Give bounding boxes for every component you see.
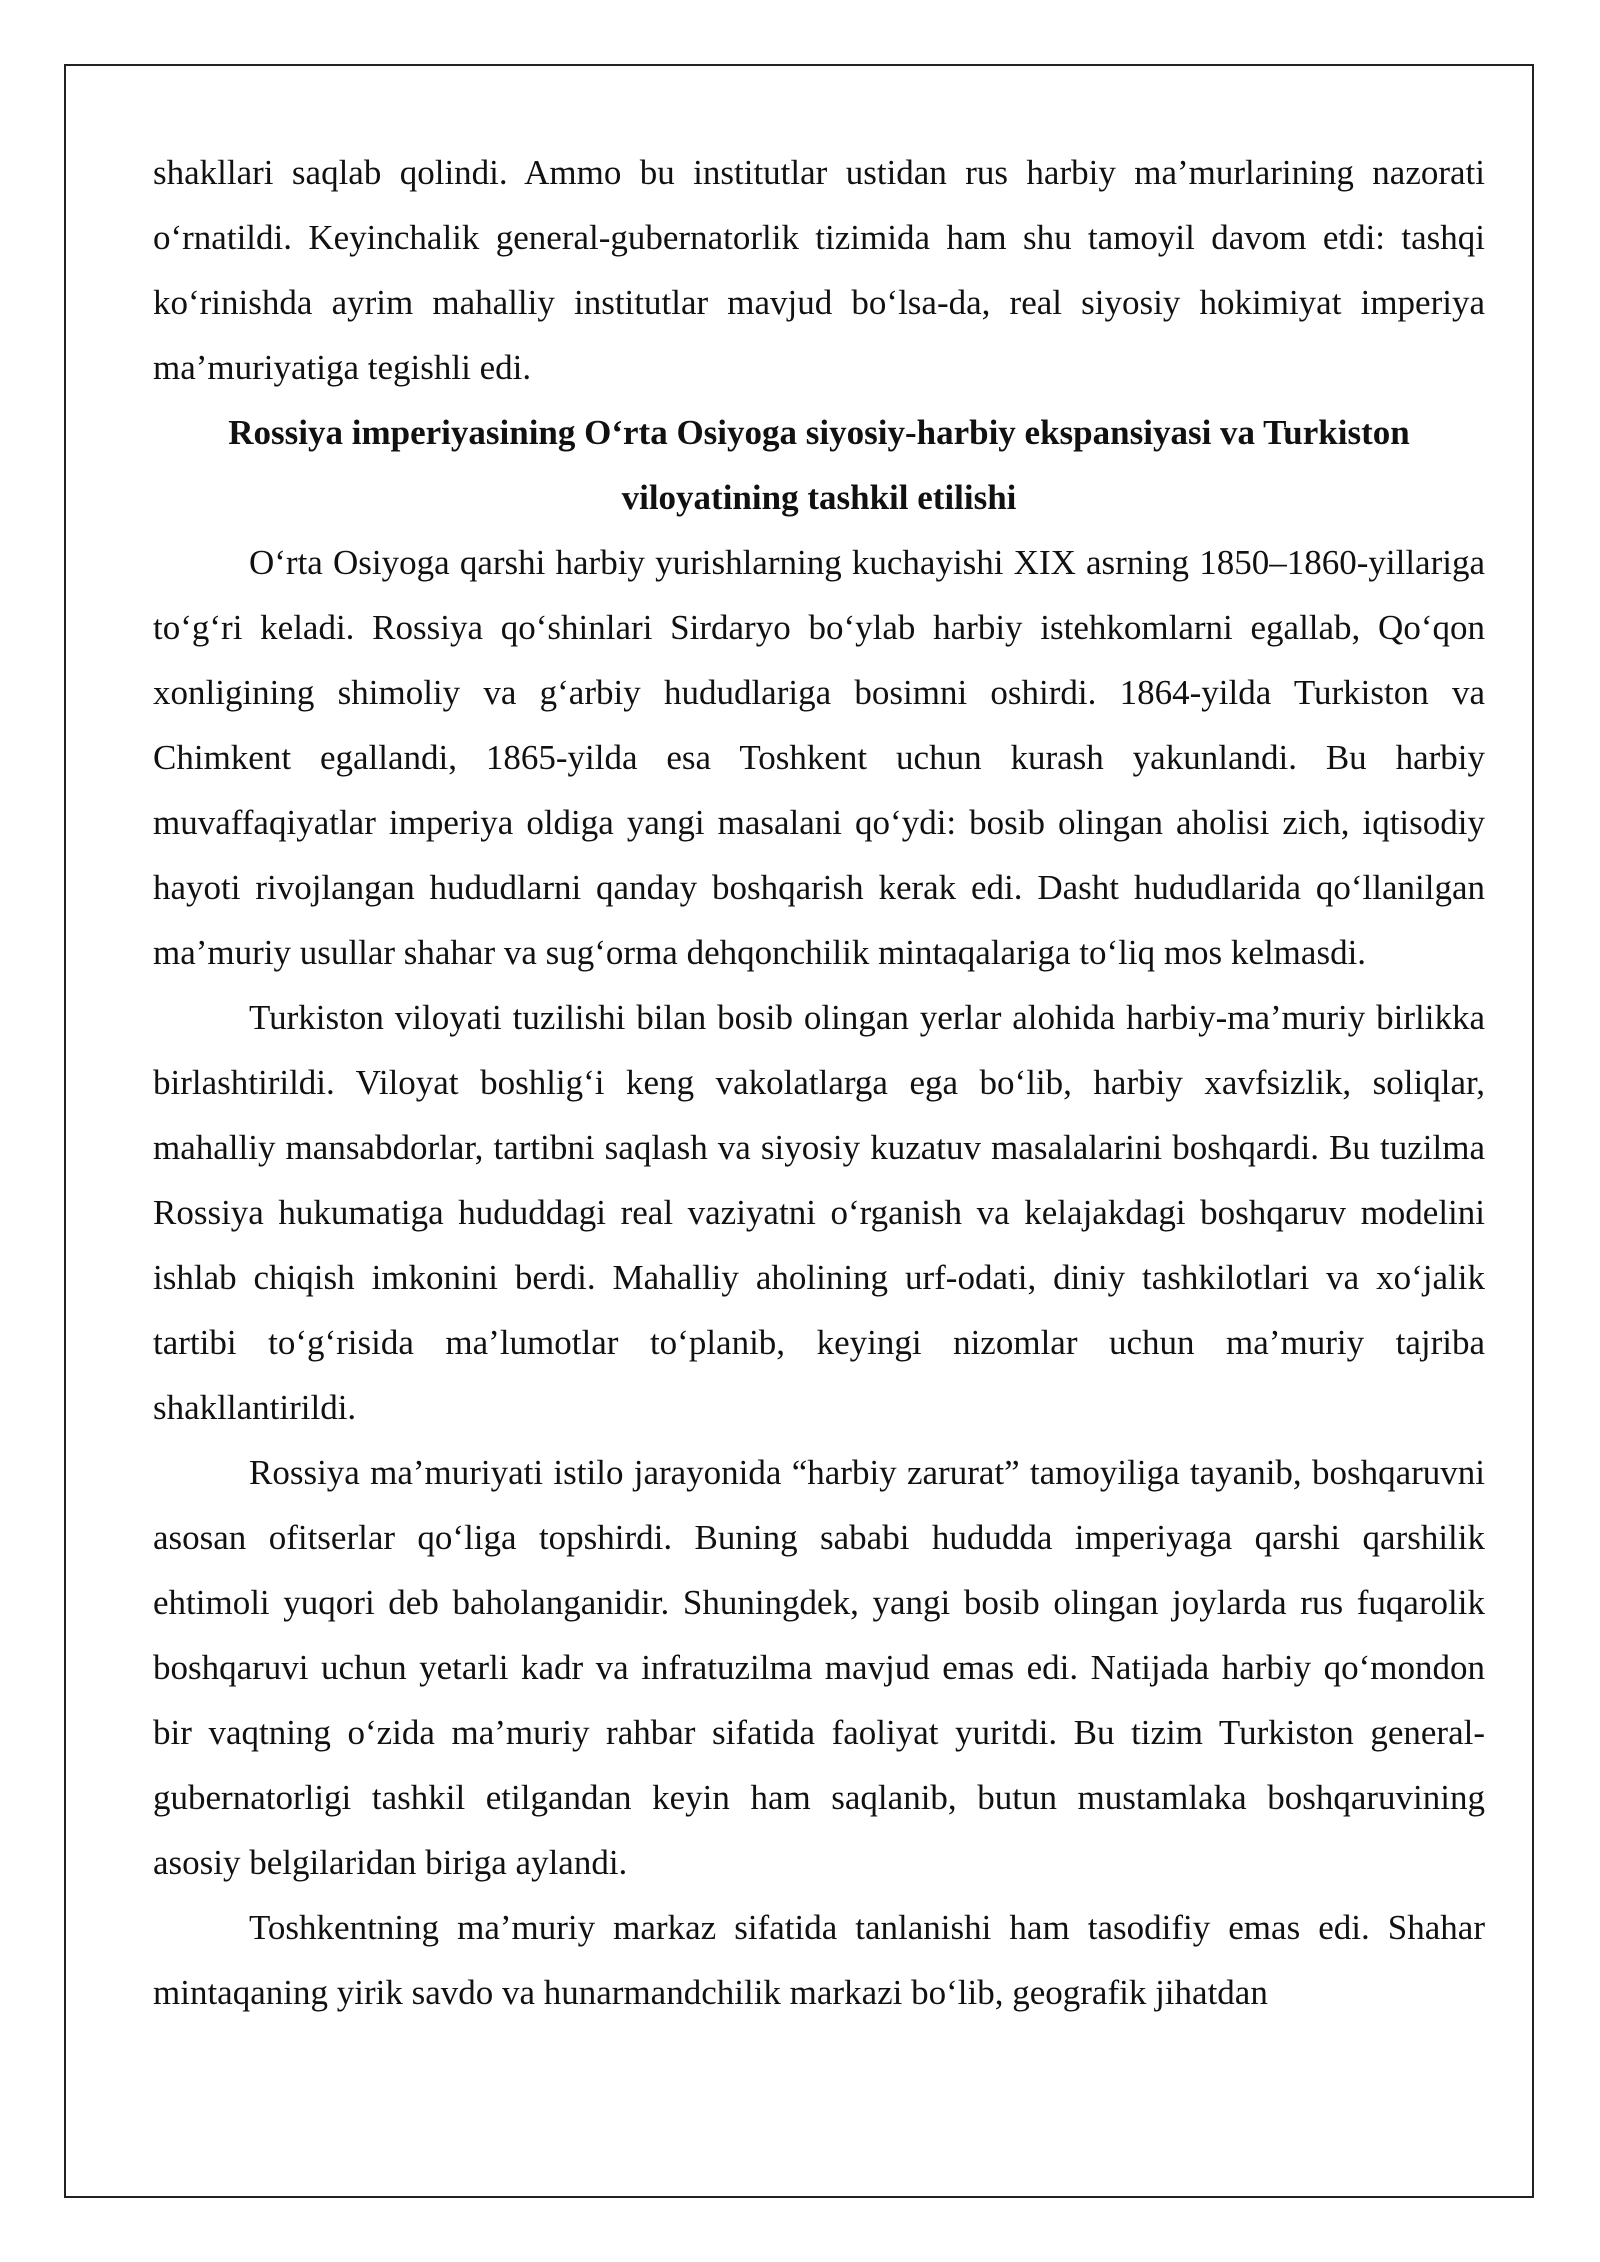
- paragraph-military-administration: Rossiya ma’muriyati istilo jarayonida “harbiy zarurat” tamoyiliga tayanib, boshqaruvni asosan ofitserlar qo‘liga topshirdi. Buning sababi hududda imperiyaga qarshi qarshilik ehtimoli yuqori deb baholanganidir. Shuningdek, yangi bosib olingan joylarda rus fuqarolik boshqaruvi uchun yetarli kadr va infratuzilma mavjud emas edi. Natijada harbiy qo‘mondon bir vaqtning o‘zida ma’muriy rahbar sifatida faoliyat yuritdi. Bu tizim Turkiston general-gubernatorligi tashkil etilgandan keyin ham saqlanib, butun mustamlaka boshqaruvining asosiy belgilaridan biriga aylandi.: [153, 1453, 1485, 1882]
- section-heading: Rossiya imperiyasining O‘rta Osiyoga siyosiy-harbiy ekspansiyasi va Turkiston viloyatining tashkil etilishi: [228, 413, 1410, 517]
- paragraph-tashkent-center: Toshkentning ma’muriy markaz sifatida tanlanishi ham tasodifiy emas edi. Shahar mintaqaning yirik savdo va hunarmandchilik markazi bo‘lib, geografik jihatdan: [153, 1908, 1485, 2012]
- paragraph-military-campaigns: O‘rta Osiyoga qarshi harbiy yurishlarning kuchayishi XIX asrning 1850–1860-yillariga to‘g‘ri keladi. Rossiya qo‘shinlari Sirdaryo bo‘ylab harbiy istehkomlarni egallab, Qo‘qon xonligining shimoliy va g‘arbiy hududlariga bosimni oshirdi. 1864-yilda Turkiston va Chimkent egallandi, 1865-yilda esa Toshkent uchun kurash yakunlandi. Bu harbiy muvaffaqiyatlar imperiya oldiga yangi masalani qo‘ydi: bosib olingan aholisi zich, iqtisodiy hayoti rivojlangan hududlarni qanday boshqarish kerak edi. Dasht hududlarida qo‘llanilgan ma’muriy usullar shahar va sug‘orma dehqonchilik mintaqalariga to‘liq mos kelmasdi.: [153, 543, 1485, 972]
- document-body: [153, 140, 1485, 2025]
- paragraph-continuation: shakllari saqlab qolindi. Ammo bu institutlar ustidan rus harbiy ma’murlarining nazorati o‘rnatildi. Keyinchalik general-gubernatorlik tizimida ham shu tamoyil davom etdi: tashqi ko‘rinishda ayrim mahalliy institutlar mavjud bo‘lsa-da, real siyosiy hokimiyat imperiya ma’muriyatiga tegishli edi.: [153, 153, 1485, 387]
- paragraph-turkestan-province: Turkiston viloyati tuzilishi bilan bosib olingan yerlar alohida harbiy-ma’muriy birlikka birlashtirildi. Viloyat boshlig‘i keng vakolatlarga ega bo‘lib, harbiy xavfsizlik, soliqlar, mahalliy mansabdorlar, tartibni saqlash va siyosiy kuzatuv masalalarini boshqardi. Bu tuzilma Rossiya hukumatiga hududdagi real vaziyatni o‘rganish va kelajakdagi boshqaruv modelini ishlab chiqish imkonini berdi. Mahalliy aholining urf-odati, diniy tashkilotlari va xo‘jalik tartibi to‘g‘risida ma’lumotlar to‘planib, keyingi nizomlar uchun ma’muriy tajriba shakllantirildi.: [153, 998, 1485, 1427]
